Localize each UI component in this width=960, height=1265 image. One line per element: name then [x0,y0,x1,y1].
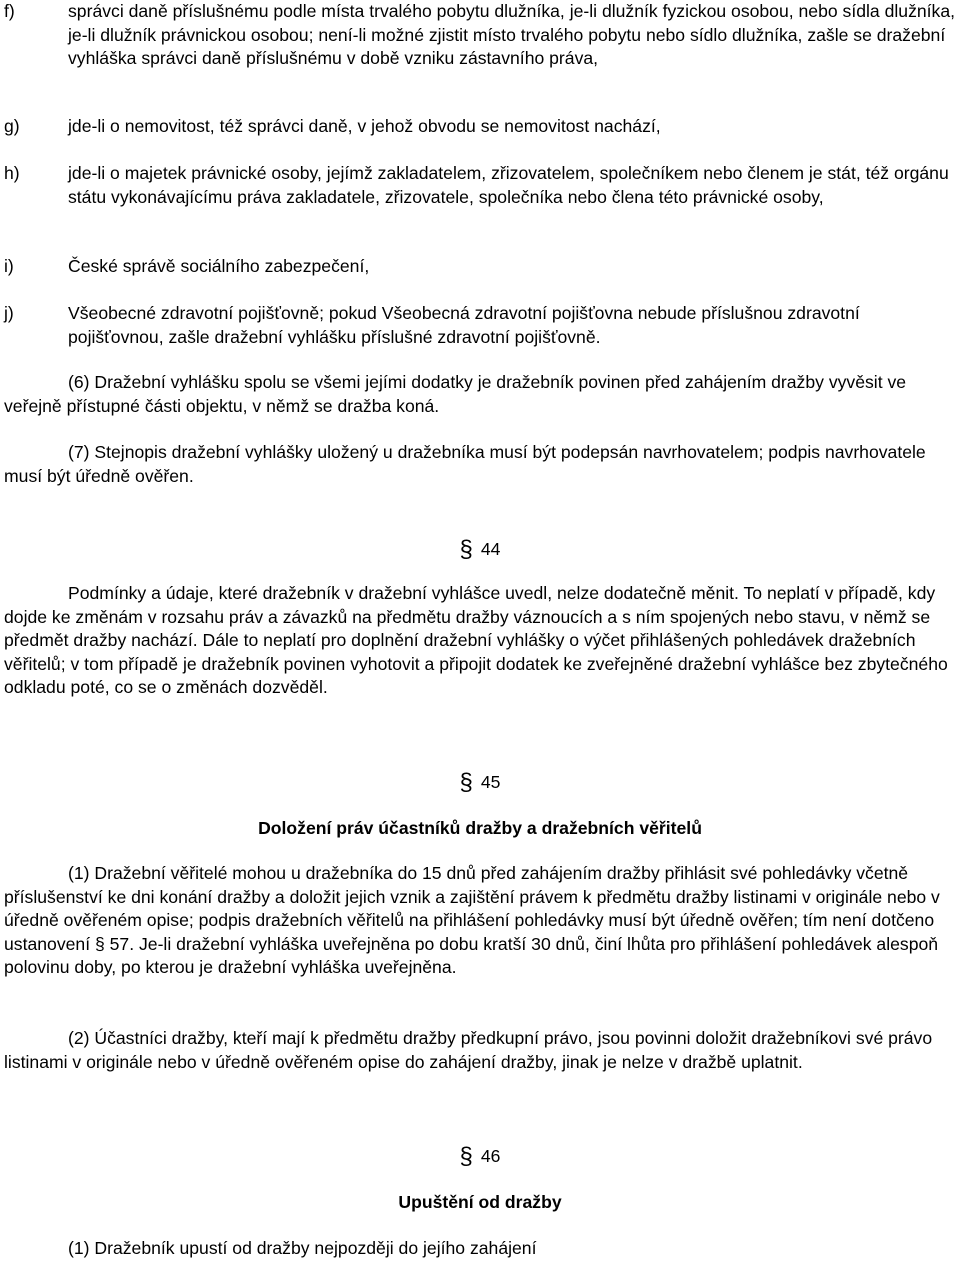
section-45-paragraph-2: (2) Účastníci dražby, kteří mají k předmětu dražby předkupní právo, jsou povinni doložit dražebníkovi své právo listinami v originále nebo v úředně ověřeném opise do zahájení dražby, jinak je nelze v dražbě uplatnit. [4,1028,933,1072]
section-46-title: Upuštění od dražby [398,1192,562,1212]
section-45-paragraph-1: (1) Dražební věřitelé mohou u dražebníka do 15 dnů před zahájením dražby přihlásit své pohledávky včetně příslušenství ke dni konání dražby a doložit jejich vznik a zajištění právem k předmětu dražby listinami v originále nebo v úředně ověřeném opise; podpis dražebních věřitelů na přihlášení pohledávky musí být úředně ověřen; tím není dotčeno ustanovení § 57. Je-li dražební vyhláška uveřejněna po dobu kratší 30 dnů, činí lhůta pro přihlášení pohledávek alespoň polovinu doby, po kterou je dražební vyhláška uveřejněna. [4,863,940,977]
section-sign: § [459,536,473,563]
list-item-letter: f) [4,1,15,21]
section-44-text: Podmínky a údaje, které dražebník v dražební vyhlášce uvedl, nelze dodatečně měnit. To neplatí v případě, kdy dojde ke změnám v rozsahu práv a závazků na předmětu dražby váznoucích a s ním spojených nebo stavu, v němž se předmět dražby nachází. Dále to neplatí pro doplnění dražební vyhlášky o výčet přihlášených pohledávek dražebních věřitelů; v tom případě je dražebník povinen vyhotovit a připojit dodatek ke zveřejněné dražební vyhlášce bez zbytečného odkladu poté, co se o změnách dozvěděl. [4,583,948,697]
list-item-letter: h) [4,163,20,183]
section-heading-45 [0,770,960,795]
list-item-g [4,115,960,139]
section-number: 45 [480,772,501,792]
list-item-f [4,0,960,71]
list-item-text: jde-li o majetek právnické osoby, jejímž zakladatelem, zřizovatelem, společníkem nebo členem je stát, též orgánu státu vykonávajícímu práva zakladatele, zřizovatele, společníka nebo člena této právnické osoby, [68,163,949,207]
section-heading-44 [0,537,960,562]
list-item-i [4,255,960,279]
list-item-h [4,162,960,209]
list-item-text: České správě sociálního zabezpečení, [68,256,370,276]
section-heading-46 [0,1144,960,1169]
section-sign: § [459,769,473,796]
section-45-title: Doložení práv účastníků dražby a dražebních věřitelů [258,818,702,838]
paragraph-7: (7) Stejnopis dražební vyhlášky uložený u dražebníka musí být podepsán navrhovatelem; podpis navrhovatele musí být úředně ověřen. [4,442,926,486]
list-item-letter: j) [4,303,14,323]
paragraph-6: (6) Dražební vyhlášku spolu se všemi jejími dodatky je dražebník povinen před zahájením dražby vyvěsit ve veřejně přístupné části objektu, v němž se dražba koná. [4,372,907,416]
section-number: 46 [480,1146,501,1166]
list-item-j [4,302,960,349]
list-item-letter: g) [4,116,20,136]
list-item-letter: i) [4,256,14,276]
list-item-text: správci daně příslušnému podle místa trvalého pobytu dlužníka, je-li dlužník fyzickou osobou, nebo sídla dlužníka, je-li dlužník právnickou osobou; není-li možné zjistit místo trvalého pobytu nebo sídlo dlužníka, zašle se dražební vyhláška správci daně příslušnému v době vzniku zástavního práva, [68,1,956,68]
section-number: 44 [480,539,501,559]
section-46-paragraph-1: (1) Dražebník upustí od dražby nejpozději do jejího zahájení [68,1238,537,1258]
list-item-text: Všeobecné zdravotní pojišťovně; pokud Všeobecná zdravotní pojišťovna nebude příslušnou zdravotní pojišťovnou, zašle dražební vyhlášku příslušné zdravotní pojišťovně. [68,303,860,347]
list-item-text: jde-li o nemovitost, též správci daně, v jehož obvodu se nemovitost nachází, [68,116,661,136]
section-sign: § [459,1143,473,1170]
